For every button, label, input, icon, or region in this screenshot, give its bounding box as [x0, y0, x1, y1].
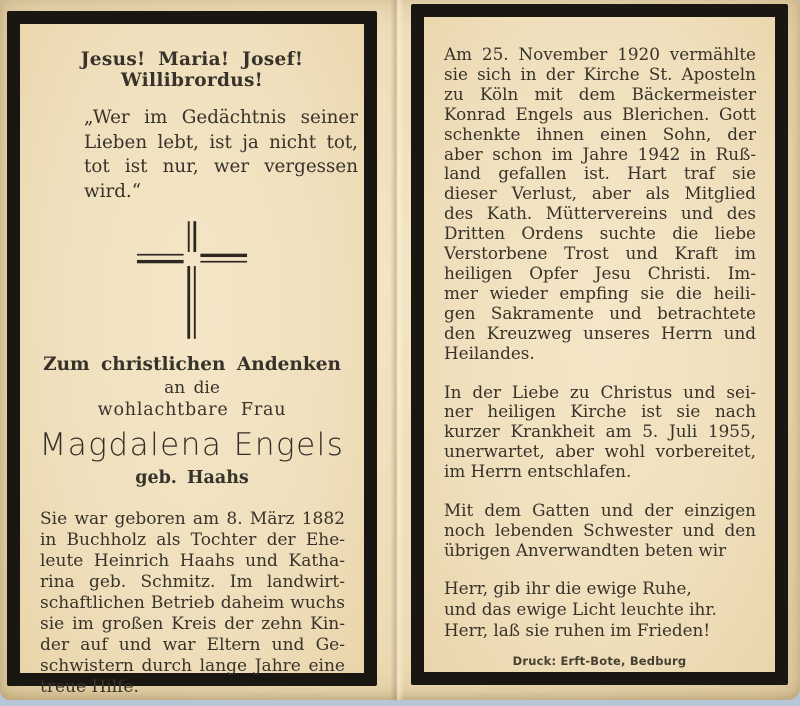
text-line: tot ist nur, wer vergessen [84, 156, 358, 177]
marriage-paragraph [444, 45, 756, 364]
text-line: sie im großen Kreis der zehn Kin- [40, 614, 345, 634]
cross-icon [20, 217, 364, 343]
text-line: sie sich in der Kirche St. Aposteln [444, 63, 756, 84]
left-panel [7, 11, 377, 697]
text-line: ner heiligen Kirche ist sie nach [444, 401, 756, 422]
text-line: Dritten Ordens suchte die liebe [444, 223, 756, 244]
text-line: land gefallen ist. Hart traf sie [444, 163, 756, 184]
text-line: Sie war geboren am 8. März 1882 [40, 509, 345, 529]
memorial-heading: Zum christlichen Andenken [43, 354, 341, 375]
text-line: Lieben lebt, ist ja nicht tot, [84, 131, 358, 153]
closing-prayer [444, 578, 756, 641]
family-paragraph [444, 501, 756, 561]
text-line: noch lebenden Schwester und den [444, 519, 756, 540]
card-fold-crease [390, 0, 404, 700]
text-line: zu Köln mit dem Bäckermeister [444, 83, 756, 104]
printer-credit: Druck: Erft-Bote, Bedburg [512, 653, 687, 668]
text-line: und das ewige Licht leuchte ihr. [444, 598, 717, 619]
memorial-subline-frau: wohlachtbare Frau [97, 400, 287, 420]
text-line: übrigen Anverwandten beten wir [444, 539, 727, 560]
text-line: schenkte ihnen einen Sohn, der [444, 123, 756, 144]
text-line: Am 25. November 1920 vermählte [444, 44, 756, 64]
text-line: Heilandes. [444, 342, 535, 363]
text-line: Herr, laß sie ruhen im Frieden! [444, 619, 711, 640]
memorial-subline-an-die: an die [164, 378, 220, 398]
text-line: mer wieder empfing sie die heili- [444, 282, 756, 303]
invocation-heading: Jesus! Maria! Josef! Willibrordus! [80, 49, 304, 91]
text-line: dieser Verlust, aber als Mitglied [444, 183, 756, 204]
text-line: gen Sakramente und betrachtete [444, 302, 756, 323]
deceased-name: Magdalena Engels [39, 427, 345, 463]
text-line: der auf und war Eltern und Ge- [40, 635, 345, 655]
right-panel [411, 4, 788, 685]
right-panel-content [424, 45, 775, 700]
text-line: kurzer Krankheit am 5. Juli 1955, [444, 421, 756, 442]
text-line: heiligen Opfer Jesu Christi. Im- [444, 262, 756, 283]
text-line: Konrad Engels aus Blerichen. Gott [444, 103, 756, 124]
text-line: Herr, gib ihr die ewige Ruhe, [444, 577, 692, 598]
text-line: den Kreuzweg unseres Herrn und [444, 322, 756, 343]
text-line: schaftlichen Betrieb daheim wuchs [40, 593, 345, 613]
text-line: „Wer im Gedächtnis seiner [84, 107, 358, 128]
text-line: treue Hilfe. [40, 677, 139, 697]
text-line: im Herrn entschlafen. [444, 461, 632, 482]
maiden-name: geb. Haahs [135, 468, 249, 488]
biography-paragraph [40, 509, 345, 698]
text-line: schwistern durch lange Jahre eine [40, 656, 345, 676]
text-line: in Buchholz als Tochter der Ehe- [40, 530, 345, 550]
text-line: In der Liebe zu Christus und sei- [444, 381, 756, 402]
memorial-quote [84, 106, 358, 204]
text-line: wird.“ [84, 180, 142, 202]
text-line: aber schon im Jahre 1942 in Ruß- [444, 143, 756, 164]
left-panel-content [20, 49, 364, 698]
text-line: unerwartet, aber wohl vorbereitet, [444, 441, 756, 462]
text-line: leute Heinrich Haahs und Katha- [40, 551, 345, 571]
text-line: Mit dem Gatten und der einzigen [444, 500, 756, 521]
text-line: Verstorbene Trost und Kraft im [444, 243, 756, 264]
text-line: des Kath. Müttervereins und des [444, 203, 756, 224]
text-line: rina geb. Schmitz. Im landwirt- [40, 572, 345, 592]
death-paragraph [444, 383, 756, 483]
